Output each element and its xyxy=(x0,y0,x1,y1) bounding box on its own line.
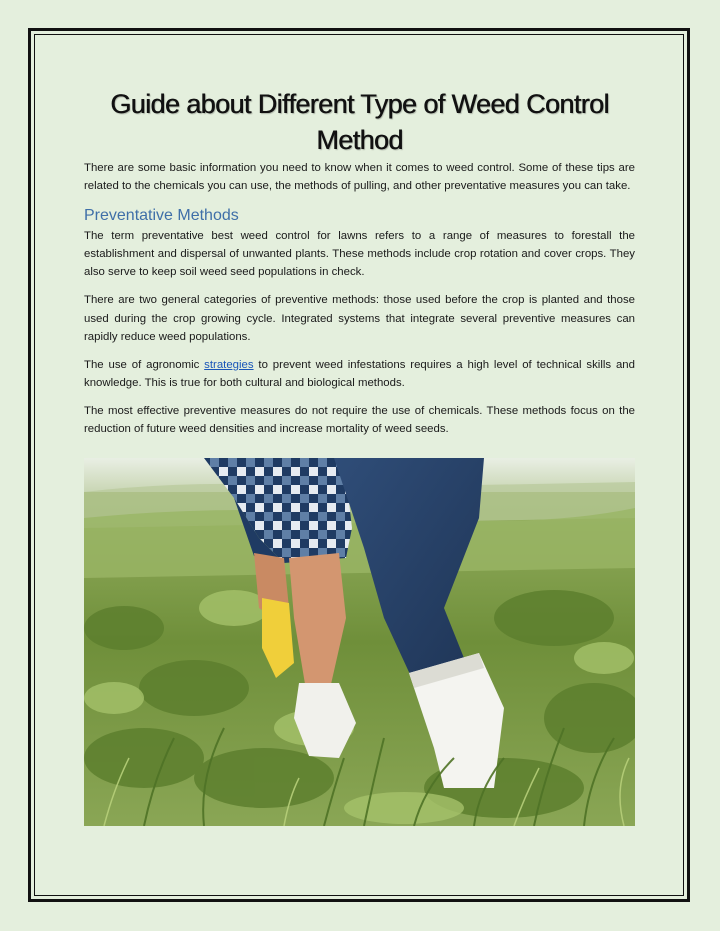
weeding-photo xyxy=(84,458,635,826)
weeding-photo-illustration xyxy=(84,458,635,826)
section-heading: Preventative Methods xyxy=(84,207,239,225)
page-title: Guide about Different Type of Weed Control Method xyxy=(110,89,609,155)
intro-paragraph: There are some basic information you need to know when it comes to weed control. Some of these tips are related to the chemicals you can use, the methods of pulling, and other preventative measures you can take. xyxy=(84,162,635,193)
paragraph-3 xyxy=(84,356,635,392)
paragraph-3-start: The use of agronomic xyxy=(84,358,205,371)
paragraph-3-end: to prevent weed infestations requires a high level of technical skills and knowledge. This is true for both cultural and biological methods. xyxy=(84,358,635,389)
paragraph-1: The term preventative best weed control for lawns refers to a range of measures to forestall the establishment and dispersal of unwanted plants. These methods include crop rotation and cover crops. They also serve to keep soil weed seed populations in check. xyxy=(84,230,635,279)
document-body xyxy=(84,86,635,448)
paragraph-4: The most effective preventive measures do not require the use of chemicals. These methods focus on the reduction of future weed densities and increase mortality of weed seeds. xyxy=(84,404,635,436)
paragraph-2: There are two general categories of preventive methods: those used before the crop is planted and those used during the crop growing cycle. Integrated systems that integrate several preventive measures can rapidly reduce weed populations. xyxy=(84,294,635,343)
strategies-link[interactable]: strategies xyxy=(204,358,254,371)
